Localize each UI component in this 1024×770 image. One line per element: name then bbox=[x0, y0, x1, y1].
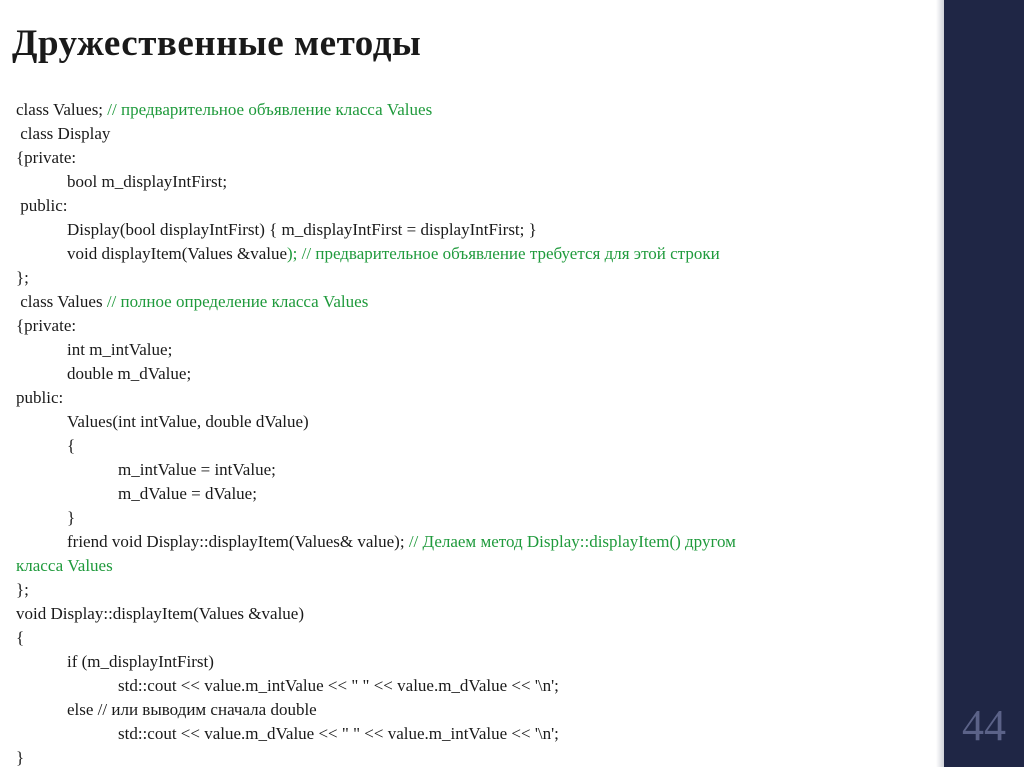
code-line bbox=[16, 194, 956, 218]
code-text: }; bbox=[16, 268, 29, 287]
code-line bbox=[16, 362, 956, 386]
code-text: class Values bbox=[16, 292, 107, 311]
sidebar-panel bbox=[944, 0, 1024, 767]
code-text: } bbox=[67, 508, 76, 527]
code-text: friend void Display::displayItem(Values& value); bbox=[67, 532, 409, 551]
code-comment: ); // предварительное объявление требуется для этой строки bbox=[287, 244, 720, 263]
code-text: m_dValue = dValue; bbox=[118, 484, 257, 503]
code-text: std::cout << value.m_dValue << " " << value.m_intValue << '\n'; bbox=[118, 724, 559, 743]
code-text: class Display bbox=[16, 124, 111, 143]
code-text: double m_dValue; bbox=[67, 364, 192, 383]
code-text: }; bbox=[16, 580, 29, 599]
code-text: {private: bbox=[16, 148, 77, 167]
code-line bbox=[16, 698, 956, 722]
code-comment: // полное определение класса Values bbox=[106, 292, 369, 311]
code-text: public: bbox=[16, 196, 68, 215]
code-line bbox=[16, 290, 956, 314]
code-line bbox=[16, 578, 956, 602]
code-listing bbox=[16, 98, 956, 770]
code-line bbox=[16, 386, 956, 410]
code-text: class Values; bbox=[16, 100, 108, 119]
code-line bbox=[16, 122, 956, 146]
code-comment: // предварительное объявление класса Values bbox=[107, 100, 433, 119]
code-line bbox=[16, 458, 956, 482]
code-text: if (m_displayIntFirst) bbox=[67, 652, 214, 671]
code-line bbox=[16, 674, 956, 698]
code-line bbox=[16, 482, 956, 506]
code-line bbox=[16, 626, 956, 650]
code-line bbox=[16, 314, 956, 338]
code-text: else // или выводим сначала double bbox=[67, 700, 317, 719]
code-text: m_intValue = intValue; bbox=[118, 460, 276, 479]
code-line bbox=[16, 506, 956, 530]
code-line bbox=[16, 146, 956, 170]
code-text: { bbox=[16, 628, 25, 647]
code-text: void displayItem(Values &value bbox=[67, 244, 288, 263]
code-line bbox=[16, 650, 956, 674]
code-comment: // Делаем метод Display::displayItem() другом bbox=[408, 532, 736, 551]
code-line bbox=[16, 98, 956, 122]
code-line bbox=[16, 722, 956, 746]
code-text: bool m_displayIntFirst; bbox=[67, 172, 228, 191]
code-text: { bbox=[67, 436, 76, 455]
code-comment: класса Values bbox=[16, 556, 113, 575]
code-line bbox=[16, 410, 956, 434]
code-text: std::cout << value.m_intValue << " " << value.m_dValue << '\n'; bbox=[118, 676, 559, 695]
code-line bbox=[16, 266, 956, 290]
code-text: int m_intValue; bbox=[67, 340, 173, 359]
code-line bbox=[16, 170, 956, 194]
code-line bbox=[16, 746, 956, 770]
code-text: public: bbox=[16, 388, 64, 407]
slide-title: Дружественные методы bbox=[12, 23, 422, 64]
code-text: } bbox=[16, 748, 25, 767]
code-text: void Display::displayItem(Values &value) bbox=[16, 604, 304, 623]
slide-number: 44 bbox=[962, 701, 1006, 750]
code-line bbox=[16, 218, 956, 242]
code-text: {private: bbox=[16, 316, 77, 335]
code-line bbox=[16, 242, 956, 266]
code-line bbox=[16, 602, 956, 626]
code-line bbox=[16, 530, 956, 554]
code-line bbox=[16, 434, 956, 458]
code-line bbox=[16, 554, 956, 578]
code-line bbox=[16, 338, 956, 362]
code-text: Display(bool displayIntFirst) { m_displayIntFirst = displayIntFirst; } bbox=[67, 220, 537, 239]
code-text: Values(int intValue, double dValue) bbox=[67, 412, 309, 431]
